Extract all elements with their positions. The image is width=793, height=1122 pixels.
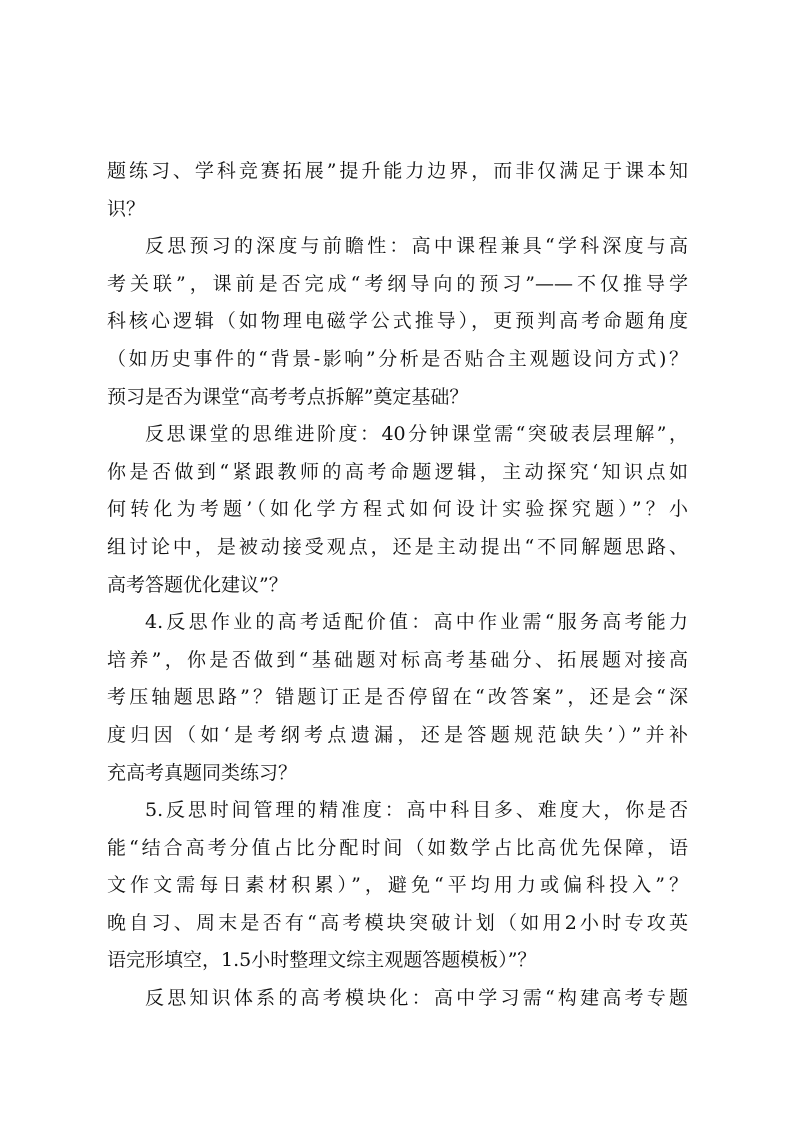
text-line: 5.反思时间管理的精准度：高中科目多、难度大，你是否: [145, 799, 688, 822]
text-line: 科核心逻辑（如物理电磁学公式推导），更预判高考命题角度: [107, 310, 688, 333]
text-line: 识？: [107, 197, 146, 220]
text-line: 能“结合高考分值占比分配时间（如数学占比高优先保障，语: [107, 836, 688, 859]
text-line: 考关联”，课前是否完成“考纲导向的预习”——不仅推导学: [107, 272, 688, 295]
text-line: 你是否做到“紧跟教师的高考命题逻辑，主动探究‘知识点如: [107, 460, 688, 483]
text-line: 反思知识体系的高考模块化：高中学习需“构建高考专题: [145, 987, 688, 1010]
text-line: 预习是否为课堂“高考考点拆解”奠定基础？: [107, 385, 469, 408]
text-line: 培养”，你是否做到“基础题对标高考基础分、拓展题对接高: [107, 648, 688, 671]
text-line: 何转化为考题’（如化学方程式如何设计实验探究题）”？小: [107, 498, 688, 521]
text-line: 组讨论中，是被动接受观点，还是主动提出“不同解题思路、: [107, 535, 688, 558]
text-line: 高考答题优化建议”？: [107, 573, 288, 596]
text-line: 充高考真题同类练习？: [107, 761, 298, 784]
text-line: 4.反思作业的高考适配价值：高中作业需“服务高考能力: [145, 611, 688, 634]
text-line: 文作文需每日素材积累）”，避免“平均用力或偏科投入”？: [107, 874, 688, 897]
text-line: 反思预习的深度与前瞻性：高中课程兼具“学科深度与高: [145, 235, 688, 258]
text-line: 反思课堂的思维进阶度：40分钟课堂需“突破表层理解”，: [145, 423, 688, 446]
text-line: （如历史事件的“背景-影响”分析是否贴合主观题设问方式)？: [107, 347, 688, 370]
document-page: [107, 153, 688, 1018]
text-line: 语完形填空，1.5小时整理文综主观题答题模板）”？: [107, 949, 537, 972]
text-line: 度归因（如‘是考纲考点遗漏，还是答题规范缺失’）”并补: [107, 723, 688, 746]
text-line: 晚自习、周末是否有“高考模块突破计划（如用2小时专攻英: [107, 911, 688, 934]
text-line: 题练习、学科竞赛拓展”提升能力边界，而非仅满足于课本知: [107, 160, 688, 182]
text-line: 考压轴题思路”？错题订正是否停留在“改答案”，还是会“深: [107, 686, 688, 709]
